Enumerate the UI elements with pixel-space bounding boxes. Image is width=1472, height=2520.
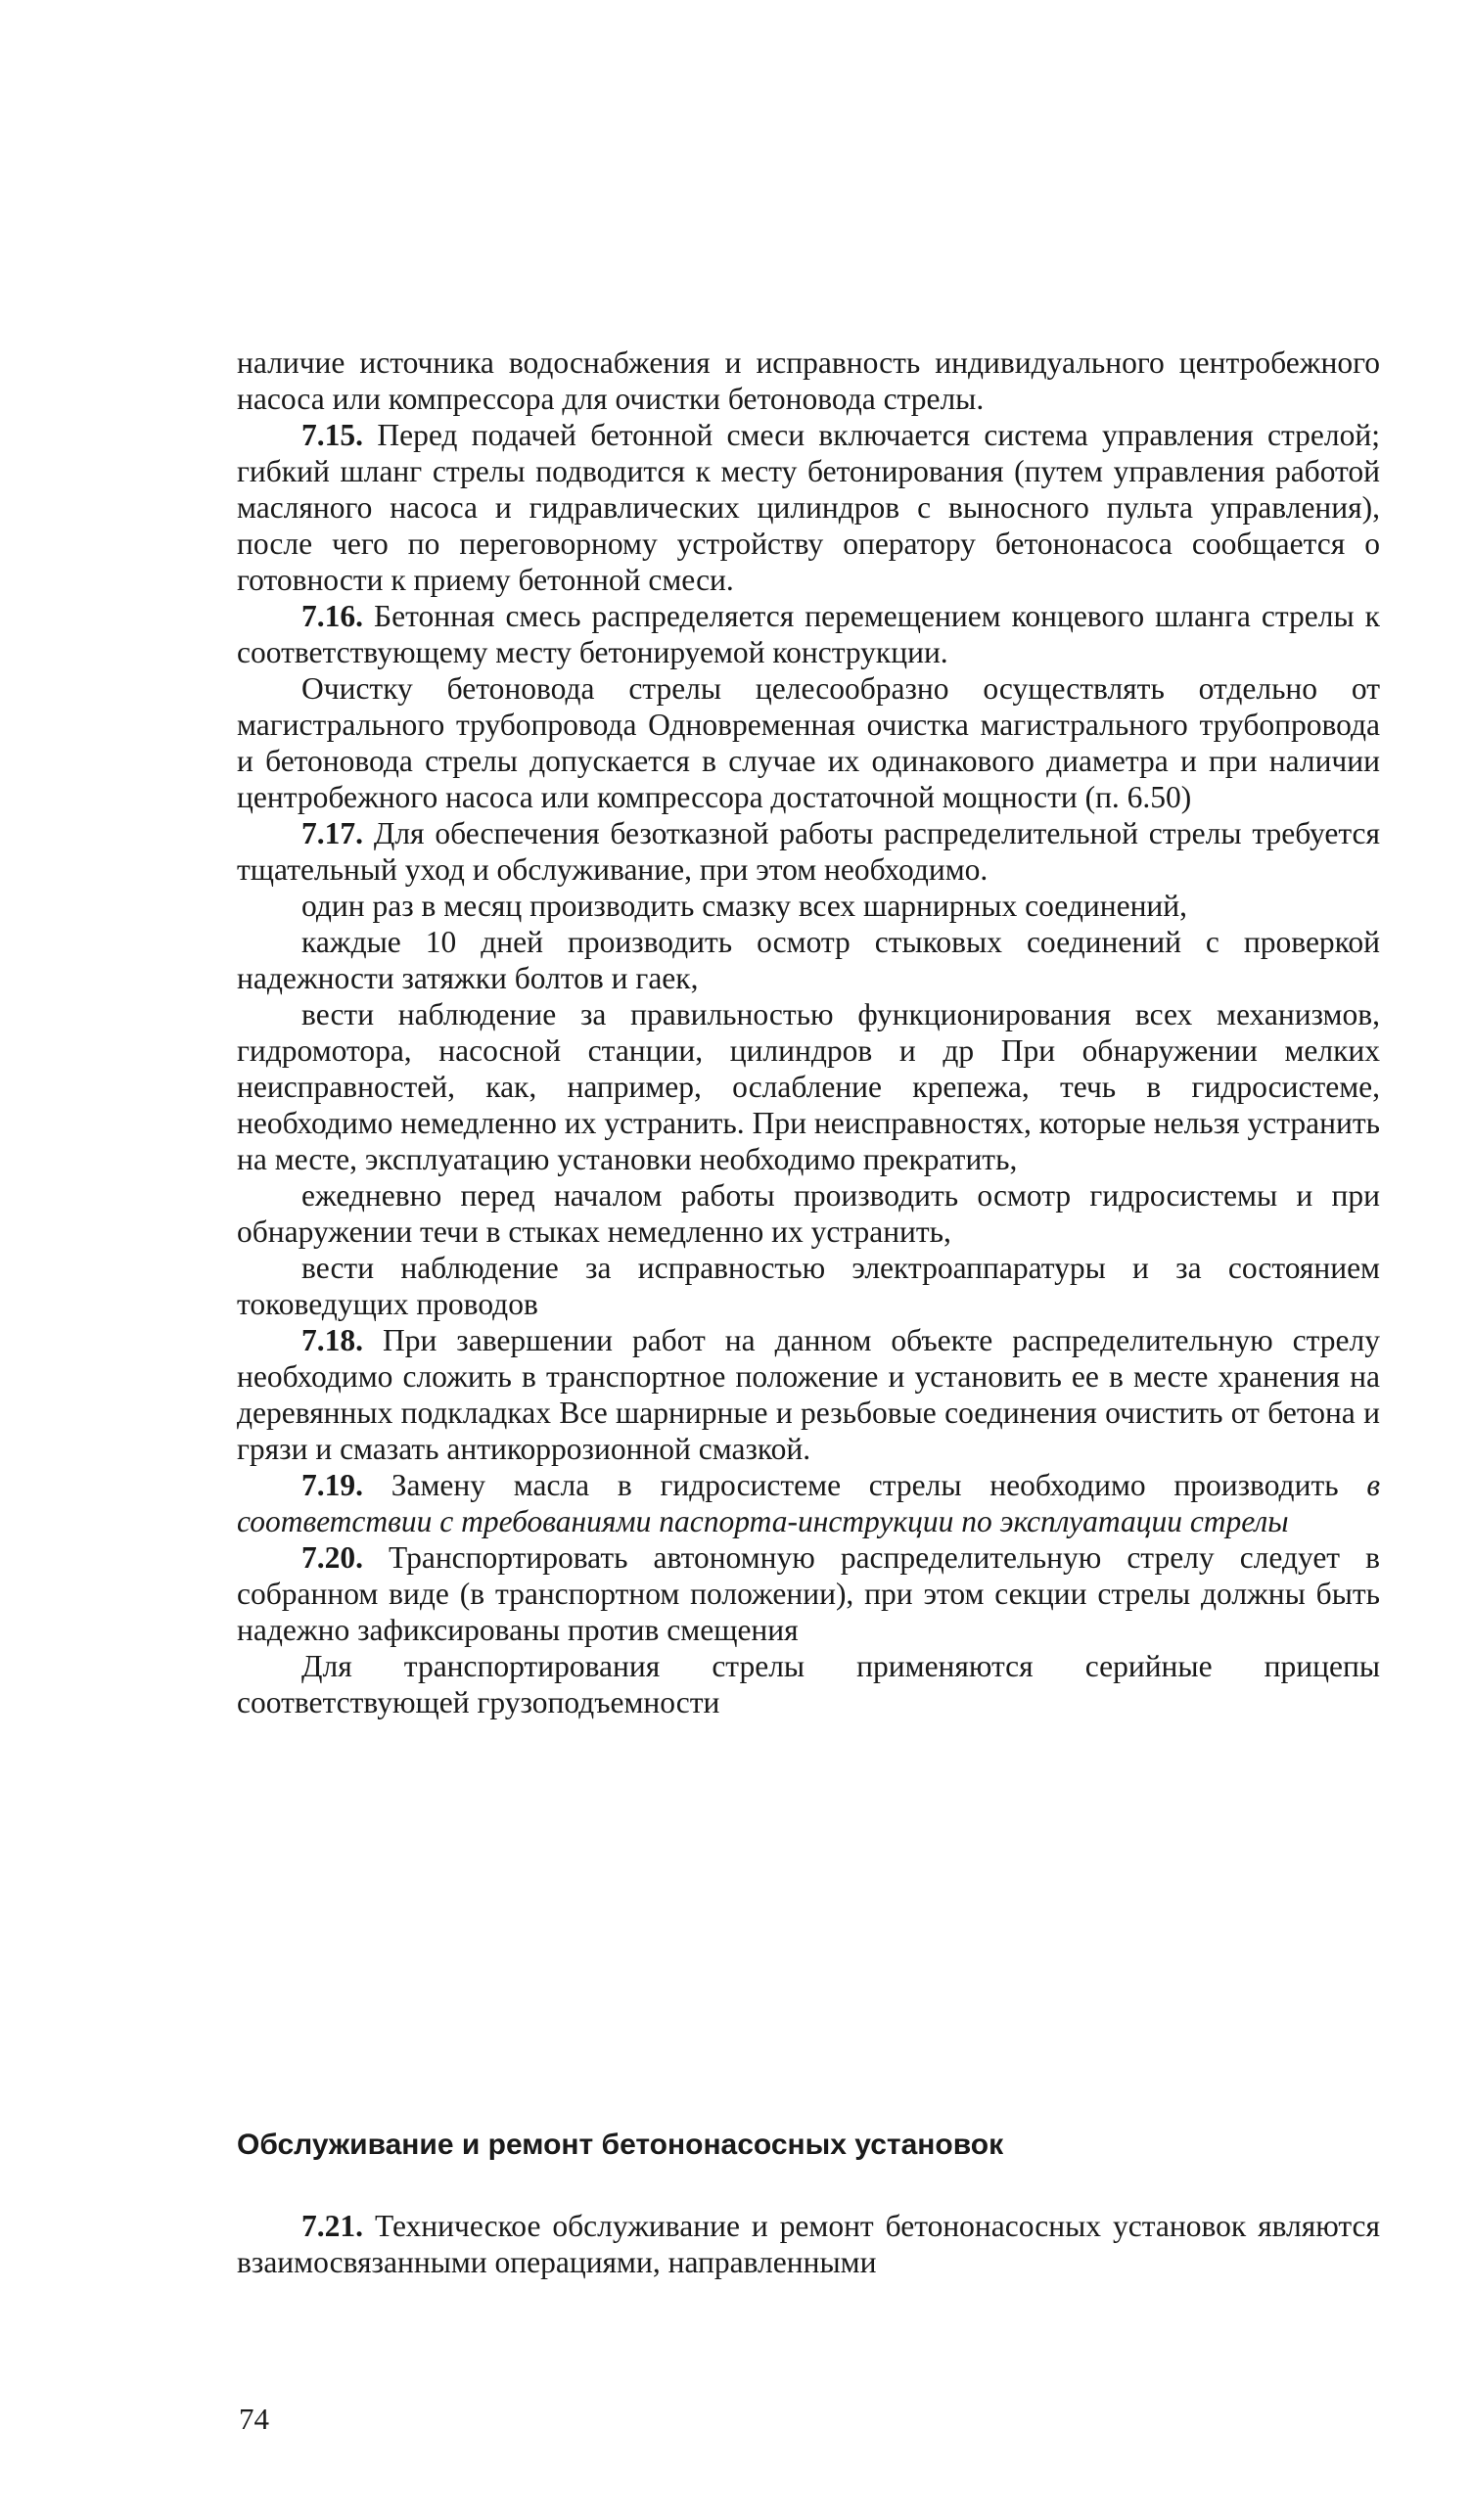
paragraph-text: Бетонная смесь распределяется перемещением концевого шланга стрелы к соответствующему месту бетонируемой конструкции. (237, 599, 1380, 669)
clause-number: 7.16. (301, 599, 363, 633)
clause-number: 7.17. (301, 816, 363, 850)
paragraph-italic-text: в соответствии с требованиями паспорта-инструкции по эксплуатации стрелы (237, 1468, 1380, 1538)
paragraph-7-17 (237, 815, 1380, 888)
paragraph-7-18 (237, 1322, 1380, 1467)
paragraph-transport-trailers (237, 1648, 1380, 1720)
clause-number: 7.20. (301, 1540, 363, 1575)
paragraph-7-15 (237, 417, 1380, 598)
clause-number: 7.18. (301, 1323, 363, 1357)
paragraph-text: каждые 10 дней производить осмотр стыковых соединений с проверкой надежности затяжки болтов и гаек, (237, 925, 1380, 995)
paragraph-text: Для обеспечения безотказной работы распределительной стрелы требуется тщательный уход и обслуживание, при этом необходимо. (237, 816, 1380, 887)
paragraph-text: Для транспортирования стрелы применяются серийные прицепы соответствующей грузоподъемности (237, 1649, 1380, 1719)
paragraph-text: один раз в месяц производить смазку всех шарнирных соединений, (301, 889, 1188, 923)
body-text (237, 344, 1380, 1720)
section-body (237, 2208, 1380, 2280)
paragraph-7-21 (237, 2208, 1380, 2280)
clause-number: 7.15. (301, 418, 363, 452)
paragraph-text: ежедневно перед началом работы производить осмотр гидросистемы и при обнаружении течи в стыках немедленно их устранить, (237, 1178, 1380, 1249)
list-item-monitoring (237, 996, 1380, 1177)
paragraph-text: Очистку бетоновода стрелы целесообразно осуществлять отдельно от магистрального трубопровода Одновременная очистка магистрального трубопровода и бетоновода стрелы допускается в случае их одинакового диаметра и при наличии центробежного насоса или компрессора достаточной мощности (п. 6.50) (237, 671, 1380, 814)
paragraph-text: вести наблюдение за правильностью функционирования всех механизмов, гидромотора, насосной станции, цилиндров и др При обнаружении мелких неисправностей, как, например, ослабление крепежа, течь в гидросистеме, необходимо немедленно их устранить. При неисправностях, которые нельзя устранить на месте, эксплуатацию установки необходимо прекратить, (237, 997, 1380, 1176)
paragraph-continuation (237, 344, 1380, 417)
paragraph-text: Техническое обслуживание и ремонт бетононасосных установок являются взаимосвязанными операциями, направленными (237, 2209, 1380, 2279)
paragraph-7-16 (237, 598, 1380, 670)
paragraph-text: Перед подачей бетонной смеси включается система управления стрелой; гибкий шланг стрелы подводится к месту бетонирования (путем управления работой масляного насоса и гидравлических цилиндров с выносного пульта управления), после чего по переговорному устройству оператору бетононасоса сообщается о готовности к приему бетонной смеси. (237, 418, 1380, 597)
list-item-electrical (237, 1250, 1380, 1322)
paragraph-text: вести наблюдение за исправностью электроаппаратуры и за состоянием токоведущих проводов (237, 1251, 1380, 1321)
list-item-daily (237, 1177, 1380, 1250)
list-item-monthly (237, 888, 1380, 924)
paragraph-text: наличие источника водоснабжения и исправность индивидуального центробежного насоса или компрессора для очистки бетоновода стрелы. (237, 345, 1380, 416)
paragraph-cleaning (237, 670, 1380, 815)
paragraph-7-19 (237, 1467, 1380, 1539)
paragraph-text: Транспортировать автономную распределительную стрелу следует в собранном виде (в транспортном положении), при этом секции стрелы должны быть надежно зафиксированы против смещения (237, 1540, 1380, 1647)
paragraph-7-20 (237, 1539, 1380, 1648)
page-number: 74 (239, 2402, 269, 2436)
list-item-ten-days (237, 924, 1380, 996)
section-heading: Обслуживание и ремонт бетононасосных установок (237, 2129, 1004, 2161)
clause-number: 7.19. (301, 1468, 363, 1502)
paragraph-text: Замену масла в гидросистеме стрелы необходимо производить (363, 1468, 1367, 1502)
clause-number: 7.21. (301, 2209, 363, 2243)
paragraph-text: При завершении работ на данном объекте распределительную стрелу необходимо сложить в транспортное положение и установить ее в месте хранения на деревянных подкладках Все шарнирные и резьбовые соединения очистить от бетона и грязи и смазать антикоррозионной смазкой. (237, 1323, 1380, 1466)
